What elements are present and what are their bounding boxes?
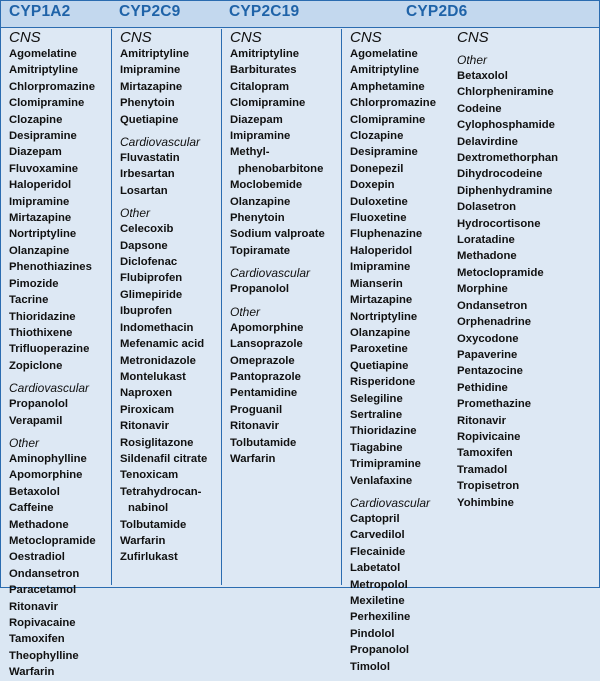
drug-item: Tropisetron <box>457 480 520 493</box>
drug-item: Thiothixene <box>9 326 73 339</box>
drug-item: Topiramate <box>230 244 291 257</box>
section-cardiovascular <box>230 265 341 297</box>
drug-item: Amitriptyline <box>120 48 190 60</box>
drug-item: Morphine <box>457 283 508 296</box>
section-title: Cardiovascular <box>230 266 311 281</box>
drug-item: Verapamil <box>9 414 63 427</box>
drug-item: Fluvastatin <box>120 152 180 165</box>
drug-item: Ritonavir <box>9 600 58 613</box>
drug-item: Chlorpromazine <box>9 80 95 93</box>
drug-item: Betaxolol <box>457 70 508 82</box>
drug-item: Dapsone <box>120 239 168 252</box>
section-title: CNS <box>9 29 41 46</box>
drug-item: Tiagabine <box>350 441 403 454</box>
drug-item: Thioridazine <box>9 310 76 323</box>
drug-item: Tolbutamide <box>230 436 297 449</box>
drug-item: Mexiletine <box>350 595 405 607</box>
drug-item: Flecainide <box>350 545 406 558</box>
drug-item: Haloperidol <box>9 179 72 192</box>
drug-item: Risperidone <box>350 376 416 389</box>
drug-item: Perhexiline <box>350 611 411 624</box>
column-cyp2c9 <box>111 29 221 585</box>
drug-item: Ropivicaine <box>457 430 521 443</box>
drug-item: Nortriptyline <box>9 228 77 241</box>
drug-item: Warfarin <box>230 452 276 465</box>
drug-item: Pethidine <box>457 381 508 394</box>
drug-item: Propanolol <box>9 398 68 411</box>
drug-item: Paracetamol <box>9 584 77 597</box>
column-cyp2d6-left <box>350 29 436 681</box>
drug-item: Fluvoxamine <box>9 162 79 175</box>
drug-item: Sertraline <box>350 408 403 421</box>
drug-item: Indomethacin <box>120 321 194 334</box>
drug-item: Fluphenazine <box>350 228 423 241</box>
drug-item: Cylophosphamide <box>457 119 555 132</box>
section-cardiovascular <box>120 134 221 199</box>
section-cns <box>230 29 341 259</box>
drug-item: Methadone <box>457 250 517 263</box>
drug-item: Dihydrocodeine <box>457 168 543 181</box>
drug-item: Diazepam <box>9 146 62 159</box>
drug-item: Paroxetine <box>350 343 408 356</box>
section-cns <box>457 29 558 46</box>
drug-item: Tamoxifen <box>457 447 513 460</box>
header-cyp2c9: CYP2C9 <box>119 3 181 20</box>
drug-item: Moclobemide <box>230 179 303 192</box>
drug-item: Olanzapine <box>350 326 411 339</box>
drug-item: Timolol <box>350 660 390 673</box>
section-title: Cardiovascular <box>9 381 90 396</box>
section-title: CNS <box>457 29 489 46</box>
drug-item: nabinol <box>128 502 169 515</box>
table-header <box>1 1 599 28</box>
drug-item: Mirtazapine <box>9 212 72 225</box>
drug-item: Chlorpheniramine <box>457 86 554 99</box>
section-cns <box>9 29 111 374</box>
drug-item: Mirtazapine <box>350 294 413 307</box>
section-other <box>9 435 111 681</box>
drug-item: Desipramine <box>9 130 77 143</box>
drug-item: Carvedilol <box>350 529 405 542</box>
drug-item: Losartan <box>120 184 168 197</box>
drug-item: Irbesartan <box>120 168 175 181</box>
drug-item: Apomorphine <box>230 321 304 334</box>
drug-item: Celecoxib <box>120 223 174 236</box>
drug-item: Methyl- <box>230 146 270 159</box>
drug-item: Phenytoin <box>230 212 285 225</box>
drug-item: Citalopram <box>230 80 290 93</box>
drug-item: Clomipramine <box>230 97 306 110</box>
drug-item: Loratadine <box>457 234 515 247</box>
drug-item: Aminophylline <box>9 452 87 465</box>
drug-item: Phenytoin <box>120 97 175 110</box>
section-other <box>457 52 558 511</box>
drug-item: Ropivacaine <box>9 617 76 629</box>
section-title: Cardiovascular <box>120 135 201 150</box>
drug-item: Ritonavir <box>120 420 169 433</box>
drug-item: Clomipramine <box>350 113 426 126</box>
drug-item: Amitriptyline <box>9 64 79 77</box>
drug-item: Pentazocine <box>457 365 523 378</box>
column-cyp2d6-right <box>457 29 558 517</box>
drug-item: Barbiturates <box>230 64 297 77</box>
drug-item: Trifluoperazine <box>9 343 90 356</box>
section-cns <box>350 29 436 489</box>
section-title: Other <box>457 53 488 67</box>
drug-item: Papaverine <box>457 348 518 361</box>
section-title: CNS <box>230 29 262 46</box>
drug-item: Diazepam <box>230 113 283 126</box>
drug-item: Sildenafil citrate <box>120 452 208 465</box>
drug-item: Proguanil <box>230 403 283 416</box>
drug-item: Methadone <box>9 518 69 531</box>
drug-item: Naproxen <box>120 387 173 400</box>
drug-item: Promethazine <box>457 398 532 411</box>
drug-item: Metronidazole <box>120 354 196 367</box>
section-title: Cardiovascular <box>350 495 431 510</box>
drug-item: Clozapine <box>350 130 404 143</box>
drug-item: Tolbutamide <box>120 518 187 531</box>
section-title: CNS <box>350 29 382 46</box>
drug-item: Captopril <box>350 512 400 525</box>
drug-item: Apomorphine <box>9 469 83 482</box>
drug-item: Pimozide <box>9 277 59 290</box>
section-title: Other <box>9 435 40 450</box>
drug-item: Mirtazapine <box>120 80 183 93</box>
drug-item: Diclofenac <box>120 256 178 269</box>
drug-item: Diphenhydramine <box>457 184 553 197</box>
drug-item: Olanzapine <box>9 244 70 257</box>
section-cns <box>120 29 221 128</box>
column-cyp2d6 <box>341 29 600 673</box>
drug-item: Amitriptyline <box>350 64 420 77</box>
header-cyp2c19: CYP2C19 <box>229 3 300 20</box>
drug-item: Ritonavir <box>457 414 506 427</box>
drug-item: Metoclopramide <box>9 534 96 547</box>
drug-item: Pantoprazole <box>230 370 301 383</box>
drug-item: Ondansetron <box>457 299 528 312</box>
drug-item: Pindolol <box>350 627 395 640</box>
drug-item: Haloperidol <box>350 244 413 257</box>
drug-item: Oestradiol <box>9 551 65 564</box>
drug-item: Hydrocortisone <box>457 217 541 230</box>
drug-item: Fluoxetine <box>350 212 407 225</box>
drug-item: Chlorpromazine <box>350 97 436 110</box>
drug-item: Tamoxifen <box>9 633 65 646</box>
drug-item: Tetrahydrocan- <box>120 485 202 498</box>
drug-item: Propanolol <box>230 283 289 296</box>
drug-item: Piroxicam <box>120 403 175 416</box>
drug-item: phenobarbitone <box>238 162 324 175</box>
section-title: Other <box>120 206 151 221</box>
drug-item: Imipramine <box>9 195 70 208</box>
drug-item: Ritonavir <box>230 420 279 433</box>
drug-item: Yohimbine <box>457 496 514 509</box>
drug-item: Codeine <box>457 102 502 115</box>
drug-item: Propanolol <box>350 644 409 657</box>
drug-item: Zopiclone <box>9 359 63 372</box>
drug-item: Oxycodone <box>457 332 519 345</box>
drug-item: Montelukast <box>120 370 186 383</box>
drug-item: Metoclopramide <box>457 266 544 279</box>
section-cardiovascular <box>350 495 436 675</box>
drug-item: Glimepiride <box>120 288 183 301</box>
column-cyp1a2 <box>1 29 111 679</box>
column-cyp2c19 <box>221 29 341 585</box>
drug-item: Dolasetron <box>457 201 517 214</box>
drug-item: Quetiapine <box>350 359 409 372</box>
section-title: Other <box>230 304 261 319</box>
drug-item: Tramadol <box>457 463 508 476</box>
drug-item: Rosiglitazone <box>120 436 194 449</box>
header-cyp1a2: CYP1A2 <box>9 3 71 20</box>
drug-item: Duloxetine <box>350 195 408 208</box>
section-title: CNS <box>120 29 152 46</box>
drug-item: Tenoxicam <box>120 469 179 482</box>
drug-item: Imipramine <box>230 130 291 143</box>
drug-item: Delavirdine <box>457 135 518 148</box>
drug-item: Selegiline <box>350 392 403 405</box>
drug-item: Doxepin <box>350 179 395 192</box>
drug-item: Phenothiazines <box>9 261 92 274</box>
section-other <box>230 304 341 468</box>
drug-item: Quetiapine <box>120 113 179 126</box>
drug-item: Agomelatine <box>350 48 418 60</box>
header-cyp2d6: CYP2D6 <box>406 3 468 20</box>
drug-item: Mefenamic acid <box>120 338 205 351</box>
section-other <box>120 205 221 566</box>
drug-item: Orphenadrine <box>457 316 532 329</box>
drug-item: Trimipramine <box>350 458 421 471</box>
drug-item: Agomelatine <box>9 48 77 60</box>
drug-item: Warfarin <box>9 666 55 679</box>
drug-item: Tacrine <box>9 294 49 307</box>
drug-item: Clozapine <box>9 113 63 126</box>
drug-item: Desipramine <box>350 146 418 159</box>
drug-item: Caffeine <box>9 502 54 515</box>
drug-item: Imipramine <box>350 261 411 274</box>
drug-item: Mianserin <box>350 277 403 290</box>
drug-item: Flubiprofen <box>120 272 183 285</box>
drug-item: Amitriptyline <box>230 48 300 60</box>
drug-item: Venlafaxine <box>350 474 413 487</box>
drug-item: Ibuprofen <box>120 305 173 318</box>
drug-item: Betaxolol <box>9 485 60 498</box>
drug-item: Omeprazole <box>230 354 295 367</box>
drug-item: Ondansetron <box>9 567 80 580</box>
drug-item: Theophylline <box>9 649 79 662</box>
drug-item: Warfarin <box>120 534 166 547</box>
drug-item: Sodium valproate <box>230 228 325 241</box>
drug-item: Nortriptyline <box>350 310 418 323</box>
drug-item: Olanzapine <box>230 195 291 208</box>
drug-item: Donepezil <box>350 162 404 175</box>
section-cardiovascular <box>9 380 111 429</box>
drug-item: Clomipramine <box>9 97 85 110</box>
drug-item: Imipramine <box>120 64 181 77</box>
drug-item: Pentamidine <box>230 387 298 400</box>
drug-item: Metropolol <box>350 578 408 591</box>
drug-item: Thioridazine <box>350 425 417 438</box>
drug-item: Labetatol <box>350 562 401 575</box>
drug-item: Lansoprazole <box>230 338 303 351</box>
drug-item: Dextromethorphan <box>457 152 559 165</box>
drug-item: Zufirlukast <box>120 551 178 564</box>
drug-item: Amphetamine <box>350 80 425 93</box>
